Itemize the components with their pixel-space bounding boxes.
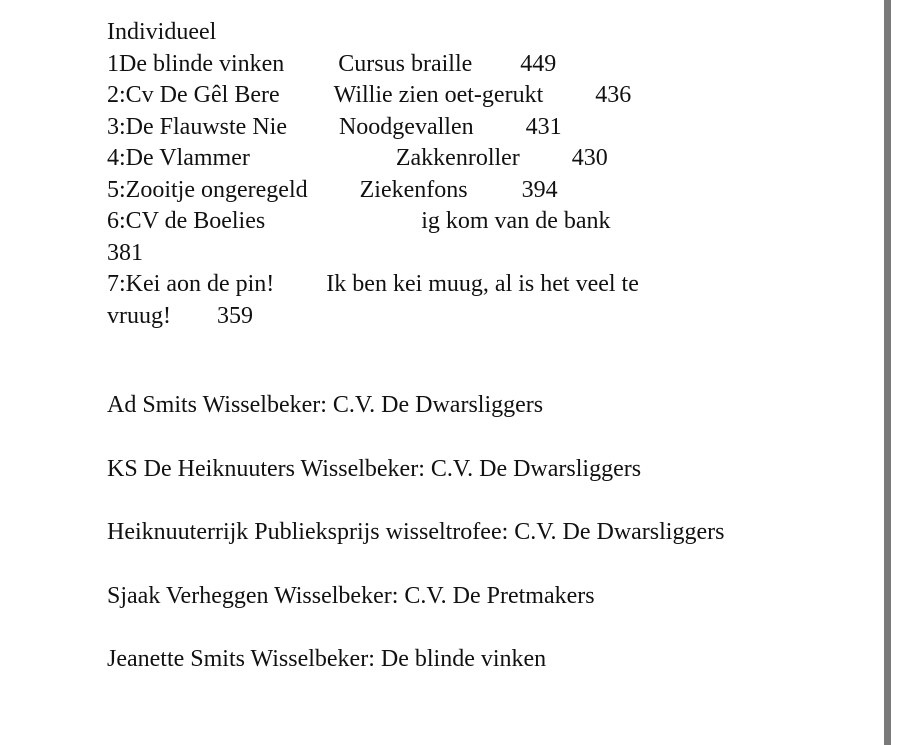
ranking-row-3: [107, 112, 747, 144]
ranking-row-2: [107, 80, 747, 112]
award-publieksprijs: Heiknuuterrijk Publieksprijs wisseltrofee: C.V. De Dwarsliggers: [107, 519, 725, 545]
ranking-score: 449: [520, 50, 557, 77]
ranking-rank: 5: [107, 176, 119, 203]
ranking-group: Kei aon de pin!: [125, 271, 275, 297]
ranking-score: 359: [216, 302, 253, 329]
ranking-row-6-score: [107, 238, 747, 270]
ranking-separator: :: [119, 82, 126, 108]
ranking-row-7: [107, 269, 747, 301]
page-edge-bar: [884, 0, 891, 745]
ranking-row-5: [107, 175, 747, 207]
ranking-rank: 2: [107, 82, 119, 108]
ranking-entry: ig kom van de bank: [421, 208, 611, 234]
award-jeanette-smits: Jeanette Smits Wisselbeker: De blinde vinken: [107, 646, 547, 672]
ranking-group: De Flauwste Nie: [125, 113, 287, 140]
ranking-score: 436: [595, 82, 632, 108]
ranking-entry: Willie zien oet-gerukt: [333, 82, 544, 108]
award-ad-smits: Ad Smits Wisselbeker: C.V. De Dwarsliggers: [107, 392, 544, 418]
section-title: Individueel: [107, 19, 217, 45]
ranking-rank: 4: [107, 145, 119, 171]
ranking-score: 430: [571, 145, 608, 171]
ranking-group: De Vlammer: [125, 145, 250, 171]
ranking-entry: Zakkenroller: [395, 145, 520, 171]
award-ks-heiknuuters: KS De Heiknuuters Wisselbeker: C.V. De Dwarsliggers: [107, 455, 642, 482]
ranking-rank: 6: [107, 208, 119, 234]
ranking-group: Cv De Gêl Bere: [125, 82, 280, 108]
ranking-row-6: [107, 206, 747, 238]
ranking-separator: :: [119, 145, 126, 171]
ranking-row-4: [107, 143, 747, 175]
ranking-entry-part2: vruug!: [107, 302, 171, 329]
ranking-row-1: [107, 49, 747, 81]
document-content: [107, 17, 747, 676]
ranking-separator: :: [119, 208, 126, 234]
ranking-entry: Cursus braille: [338, 50, 473, 77]
ranking-rank: 7: [107, 271, 119, 297]
spacer: [107, 332, 747, 390]
ranking-entry-part1: Ik ben kei muug, al is het veel te: [326, 271, 639, 297]
ranking-separator: :: [119, 113, 126, 140]
ranking-separator: :: [119, 176, 126, 203]
ranking-rank: 3: [107, 113, 119, 140]
ranking-group: CV de Boelies: [125, 208, 266, 234]
ranking-separator: :: [119, 271, 126, 297]
ranking-entry: Noodgevallen: [338, 113, 474, 140]
ranking-rank: 1: [107, 50, 119, 77]
ranking-group: De blinde vinken: [119, 50, 285, 77]
ranking-score: 381: [107, 239, 143, 266]
award-sjaak-verheggen: Sjaak Verheggen Wisselbeker: C.V. De Pretmakers: [107, 582, 595, 609]
ranking-score: 431: [525, 113, 562, 140]
ranking-group: Zooitje ongeregeld: [125, 176, 308, 203]
ranking-entry: Ziekenfons: [359, 176, 468, 203]
ranking-score: 394: [521, 176, 558, 203]
ranking-row-7-cont: [107, 301, 747, 333]
